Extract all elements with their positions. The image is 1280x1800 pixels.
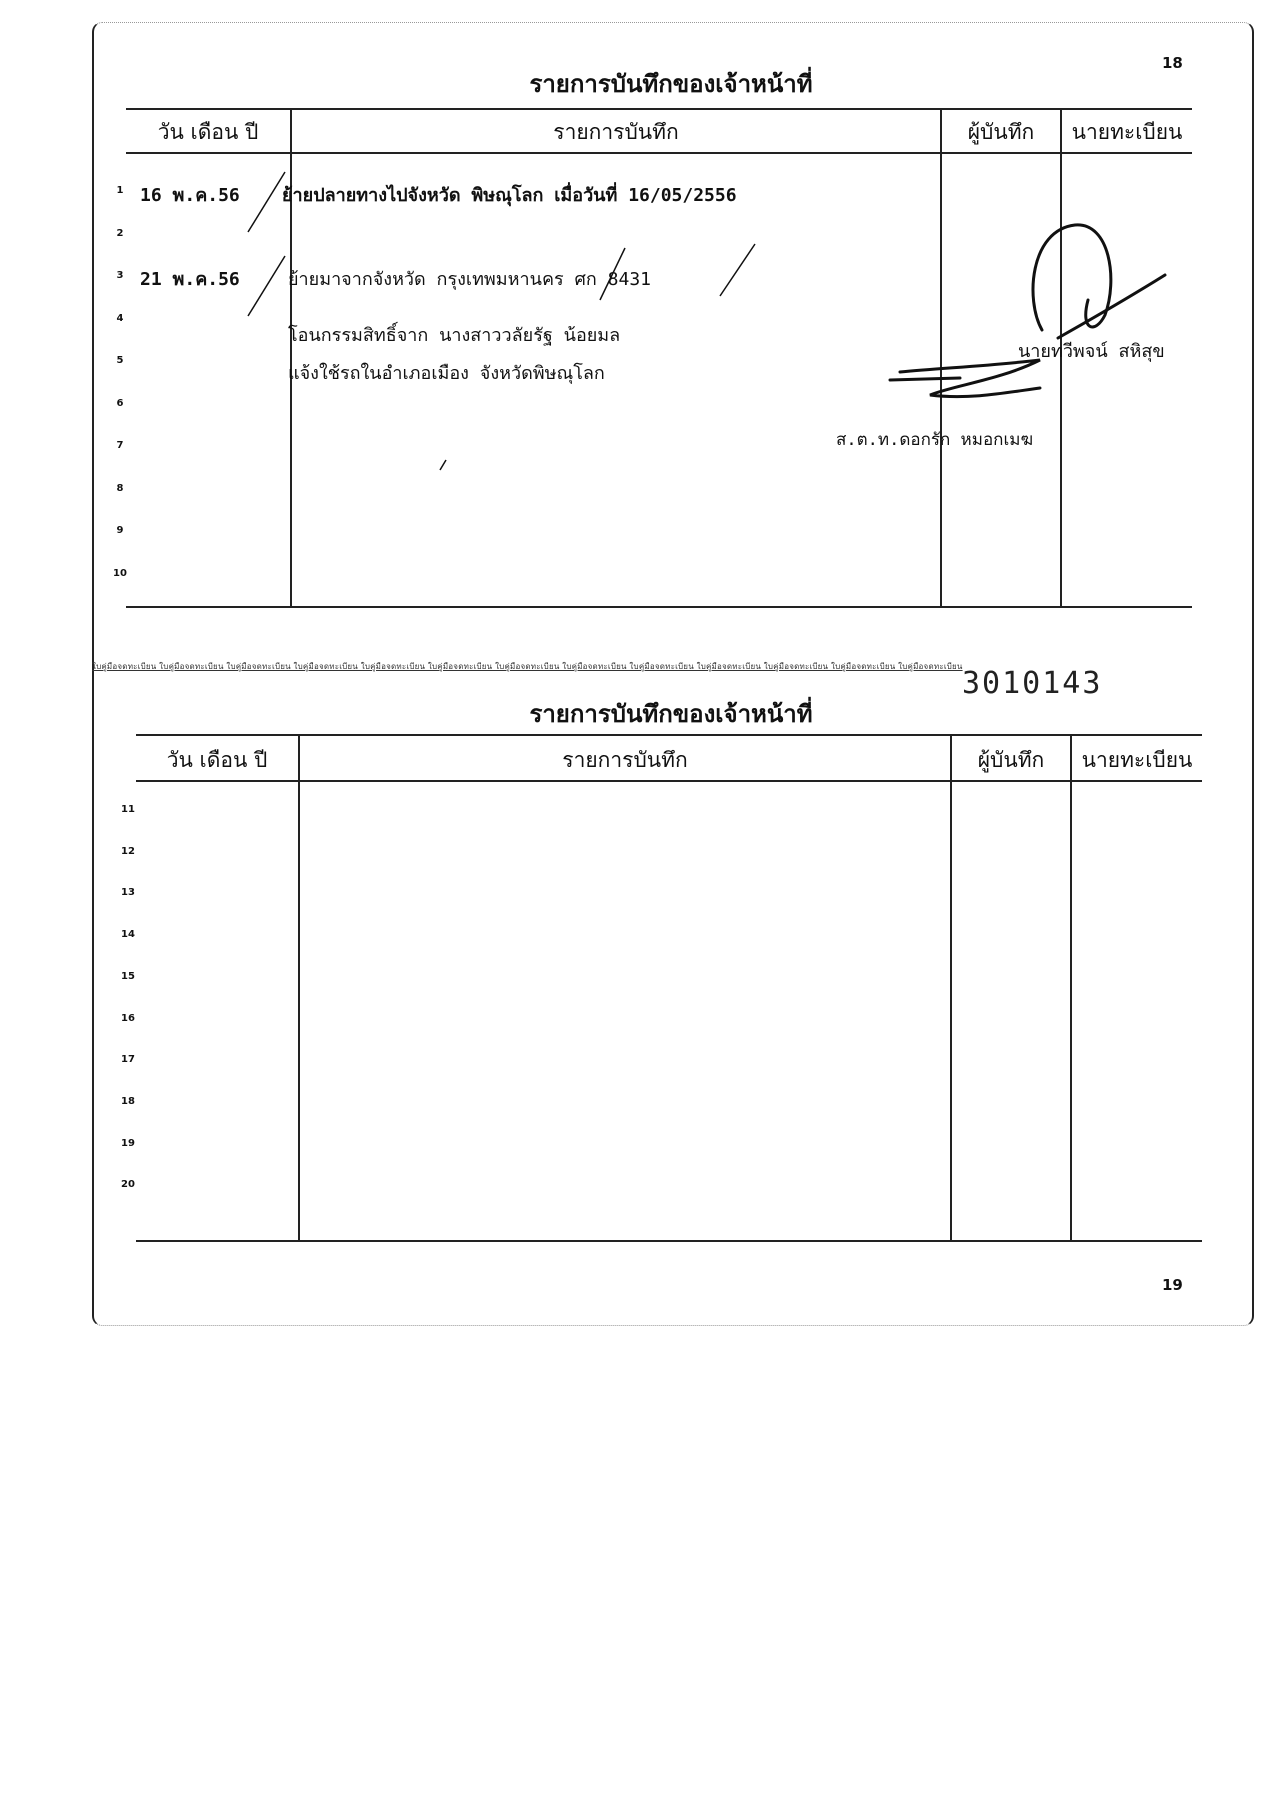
row-number: 5 xyxy=(116,355,124,366)
row-number: 11 xyxy=(121,804,135,815)
header-entry: รายการบันทึก xyxy=(553,120,679,144)
recorder-name: ส.ต.ท.ดอกรัก หมอกเมฆ xyxy=(836,430,1034,450)
header-date: วัน เดือน ปี xyxy=(166,748,268,772)
row-number: 9 xyxy=(116,525,124,536)
row-number: 7 xyxy=(116,440,124,451)
header-recorder: ผู้บันทึก xyxy=(967,120,1035,144)
row-number: 8 xyxy=(116,482,124,494)
header-bottom-border xyxy=(136,780,1202,782)
entry-text: ย้ายปลายทางไปจังหวัด พิษณุโลก เมื่อวันที่ 16/05/2556 xyxy=(282,185,737,206)
page-number-bottom: 19 xyxy=(1162,1276,1183,1294)
header-registrar: นายทะเบียน xyxy=(1081,748,1193,772)
row-number: 10 xyxy=(113,567,127,579)
row-number: 20 xyxy=(121,1179,135,1191)
row-number: 1 xyxy=(116,185,124,196)
row-number: 16 xyxy=(121,1012,135,1024)
entry-text: โอนกรรมสิทธิ์จาก นางสาววลัยรัฐ น้อยมล xyxy=(288,325,621,346)
row-number: 18 xyxy=(121,1095,135,1107)
row-number: 12 xyxy=(121,845,135,857)
stamp-number: 3010143 xyxy=(962,666,1103,701)
header-registrar: นายทะเบียน xyxy=(1071,120,1183,144)
entry-date: 21 พ.ค.56 xyxy=(140,269,240,290)
row-number: 17 xyxy=(121,1054,135,1066)
page-number-top: 18 xyxy=(1162,54,1183,72)
header-entry: รายการบันทึก xyxy=(562,748,688,772)
row-number: 19 xyxy=(121,1137,135,1149)
section-title-top: รายการบันทึกของเจ้าหน้าที่ xyxy=(529,69,813,98)
section-title-bottom: รายการบันทึกของเจ้าหน้าที่ xyxy=(529,699,813,728)
perforation-strip: ใบคู่มือจดทะเบียน ใบคู่มือจดทะเบียน ใบคู่มือจดทะเบียน ใบคู่มือจดทะเบียน ใบคู่มือจดทะเบียน ใบคู่มือจดทะเบียน ใบคู่มือจดทะเบียน ใบคู่มือจดทะเบียน ใบคู่มือจดทะเบียน ใบคู่มือจดทะเบียน ใบคู่มือจดทะเบียน ใบคู่มือจดทะเบียน ใบคู่มือจดทะเบียน xyxy=(92,662,963,671)
row-number: 13 xyxy=(121,887,135,899)
column-divider xyxy=(950,734,952,1240)
row-number: 3 xyxy=(116,270,124,281)
registrar-name: นายทวีพจน์ สหิสุข xyxy=(1018,341,1165,362)
column-divider xyxy=(1070,734,1072,1240)
row-number: 15 xyxy=(121,970,135,982)
entry-text: แจ้งใช้รถในอำเภอเมือง จังหวัดพิษณุโลก xyxy=(288,363,605,384)
entry-text: ย้ายมาจากจังหวัด กรุงเทพมหานคร ศก 8431 xyxy=(288,269,651,290)
entry-date: 16 พ.ค.56 xyxy=(140,185,240,206)
handwritten-signatures xyxy=(0,0,1280,700)
table-bottom-border xyxy=(136,1240,1202,1242)
row-number: 2 xyxy=(116,227,124,239)
table-top-border xyxy=(136,734,1202,736)
column-divider xyxy=(298,734,300,1240)
header-recorder: ผู้บันทึก xyxy=(977,748,1045,772)
row-number: 14 xyxy=(121,929,135,941)
header-date: วัน เดือน ปี xyxy=(157,120,259,144)
row-number: 6 xyxy=(116,397,124,409)
row-number: 4 xyxy=(116,312,124,324)
